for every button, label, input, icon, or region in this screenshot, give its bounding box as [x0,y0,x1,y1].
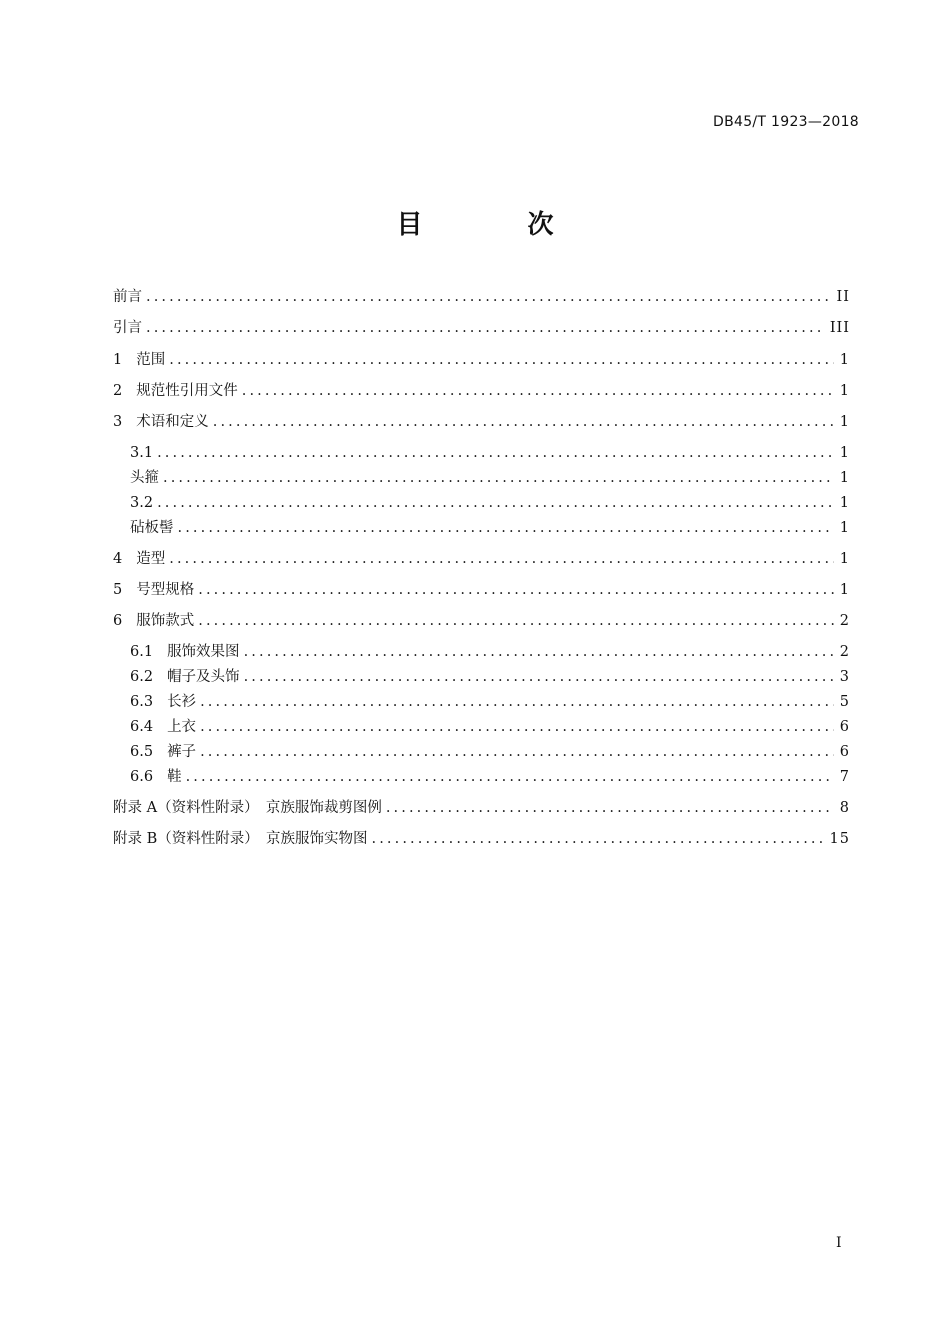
page-title: 目 次 [396,210,602,240]
toc-entry-page: 8 [839,800,850,816]
toc-entry-page: 1 [839,383,850,399]
toc-entry-page: 1 [839,495,850,511]
toc-entry-label: 帽子及头饰 [167,669,240,685]
toc-entry-3-2[interactable] [130,492,850,514]
toc-leader-dots [198,579,834,601]
toc-entry-number: 6.3 [130,694,154,710]
toc-entry-label: 规范性引用文件 [136,383,238,399]
toc-leader-dots [186,766,834,788]
toc-entry-label: 附录 A（资料性附录） 京族服饰裁剪图例 [113,800,382,816]
toc-entry-6-4[interactable] [130,716,850,738]
toc-leader-dots [178,517,834,539]
toc-leader-dots [200,741,834,763]
toc-entry-page: 6 [839,744,850,760]
toc-leader-dots [198,610,834,632]
toc-entry-number: 2 [113,383,123,399]
toc-entry-label: 范围 [136,352,166,368]
toc-entry-appendix-b[interactable] [113,828,850,850]
toc-entry-6-6[interactable] [130,766,850,788]
toc-leader-dots [244,641,834,663]
toc-entry-label: 裤子 [167,744,197,760]
toc-entry-number: 1 [113,352,123,368]
toc-leader-dots [386,797,834,819]
toc-entry-6-2[interactable] [130,666,850,688]
toc-entry-page: 1 [839,582,850,598]
toc-leader-dots [146,286,831,308]
toc-entry-page: 1 [839,520,850,536]
toc-leader-dots [163,467,834,489]
toc-entry-page: 1 [839,352,850,368]
toc-entry-6-3[interactable] [130,691,850,713]
toc-entry-3[interactable] [113,411,850,433]
toc-entry-label: 引言 [113,320,142,336]
toc-entry-introduction[interactable] [113,317,850,339]
toc-leader-dots [146,317,824,339]
toc-entry-page: III [829,320,850,336]
toc-leader-dots [200,691,834,713]
toc-entry-page: 1 [839,414,850,430]
toc-entry-headband[interactable] [130,467,850,489]
toc-entry-number: 6.2 [130,669,154,685]
toc-entry-label: 号型规格 [136,582,195,598]
toc-entry-page: 1 [839,445,850,461]
toc-entry-page: 2 [839,613,850,629]
toc-entry-number: 5 [113,582,123,598]
toc-entry-page: 15 [829,831,850,847]
toc-entry-page: 7 [839,769,850,785]
toc-entry-number: 4 [113,551,123,567]
toc-entry-label: 造型 [136,551,166,567]
toc-entry-label: 3.1 [130,445,154,461]
toc-entry-label: 术语和定义 [136,414,209,430]
toc-entry-number: 6.1 [130,644,154,660]
toc-entry-page: 6 [839,719,850,735]
toc-entry-page: 2 [839,644,850,660]
toc-leader-dots [213,411,834,433]
toc-leader-dots [242,380,834,402]
toc-entry-label: 鞋 [167,769,182,785]
toc-entry-page: 1 [839,470,850,486]
toc-leader-dots [372,828,824,850]
toc-entry-label: 3.2 [130,495,154,511]
toc-entry-page: 5 [839,694,850,710]
toc-entry-2[interactable] [113,380,850,402]
toc-entry-3-1[interactable] [130,442,850,464]
toc-leader-dots [157,442,834,464]
toc-entry-6[interactable] [113,610,850,632]
toc-leader-dots [157,492,834,514]
toc-leader-dots [169,548,834,570]
toc-entry-appendix-a[interactable] [113,797,850,819]
toc-entry-page: 3 [839,669,850,685]
toc-leader-dots [169,349,834,371]
toc-entry-label: 砧板髻 [130,520,174,536]
toc-entry-number: 6 [113,613,123,629]
toc-entry-5[interactable] [113,579,850,601]
toc-leader-dots [200,716,834,738]
toc-entry-number: 6.4 [130,719,154,735]
document-code: DB45/T 1923—2018 [713,114,859,130]
toc-entry-number: 6.5 [130,744,154,760]
toc-entry-number: 3 [113,414,123,430]
toc-entry-foreword[interactable] [113,286,850,308]
page-number: I [836,1235,842,1251]
toc-entry-4[interactable] [113,548,850,570]
toc-entry-1[interactable] [113,349,850,371]
toc-entry-bun[interactable] [130,517,850,539]
toc-entry-label: 附录 B（资料性附录） 京族服饰实物图 [113,831,368,847]
toc-entry-6-1[interactable] [130,641,850,663]
toc-leader-dots [244,666,834,688]
toc-entry-6-5[interactable] [130,741,850,763]
toc-entry-label: 前言 [113,289,142,305]
toc-entry-label: 服饰效果图 [167,644,240,660]
toc-entry-label: 长衫 [167,694,197,710]
toc-entry-label: 头箍 [130,470,159,486]
toc-entry-page: II [836,289,850,305]
toc-entry-label: 上衣 [167,719,197,735]
toc-entry-label: 服饰款式 [136,613,195,629]
toc-entry-page: 1 [839,551,850,567]
toc-entry-number: 6.6 [130,769,154,785]
